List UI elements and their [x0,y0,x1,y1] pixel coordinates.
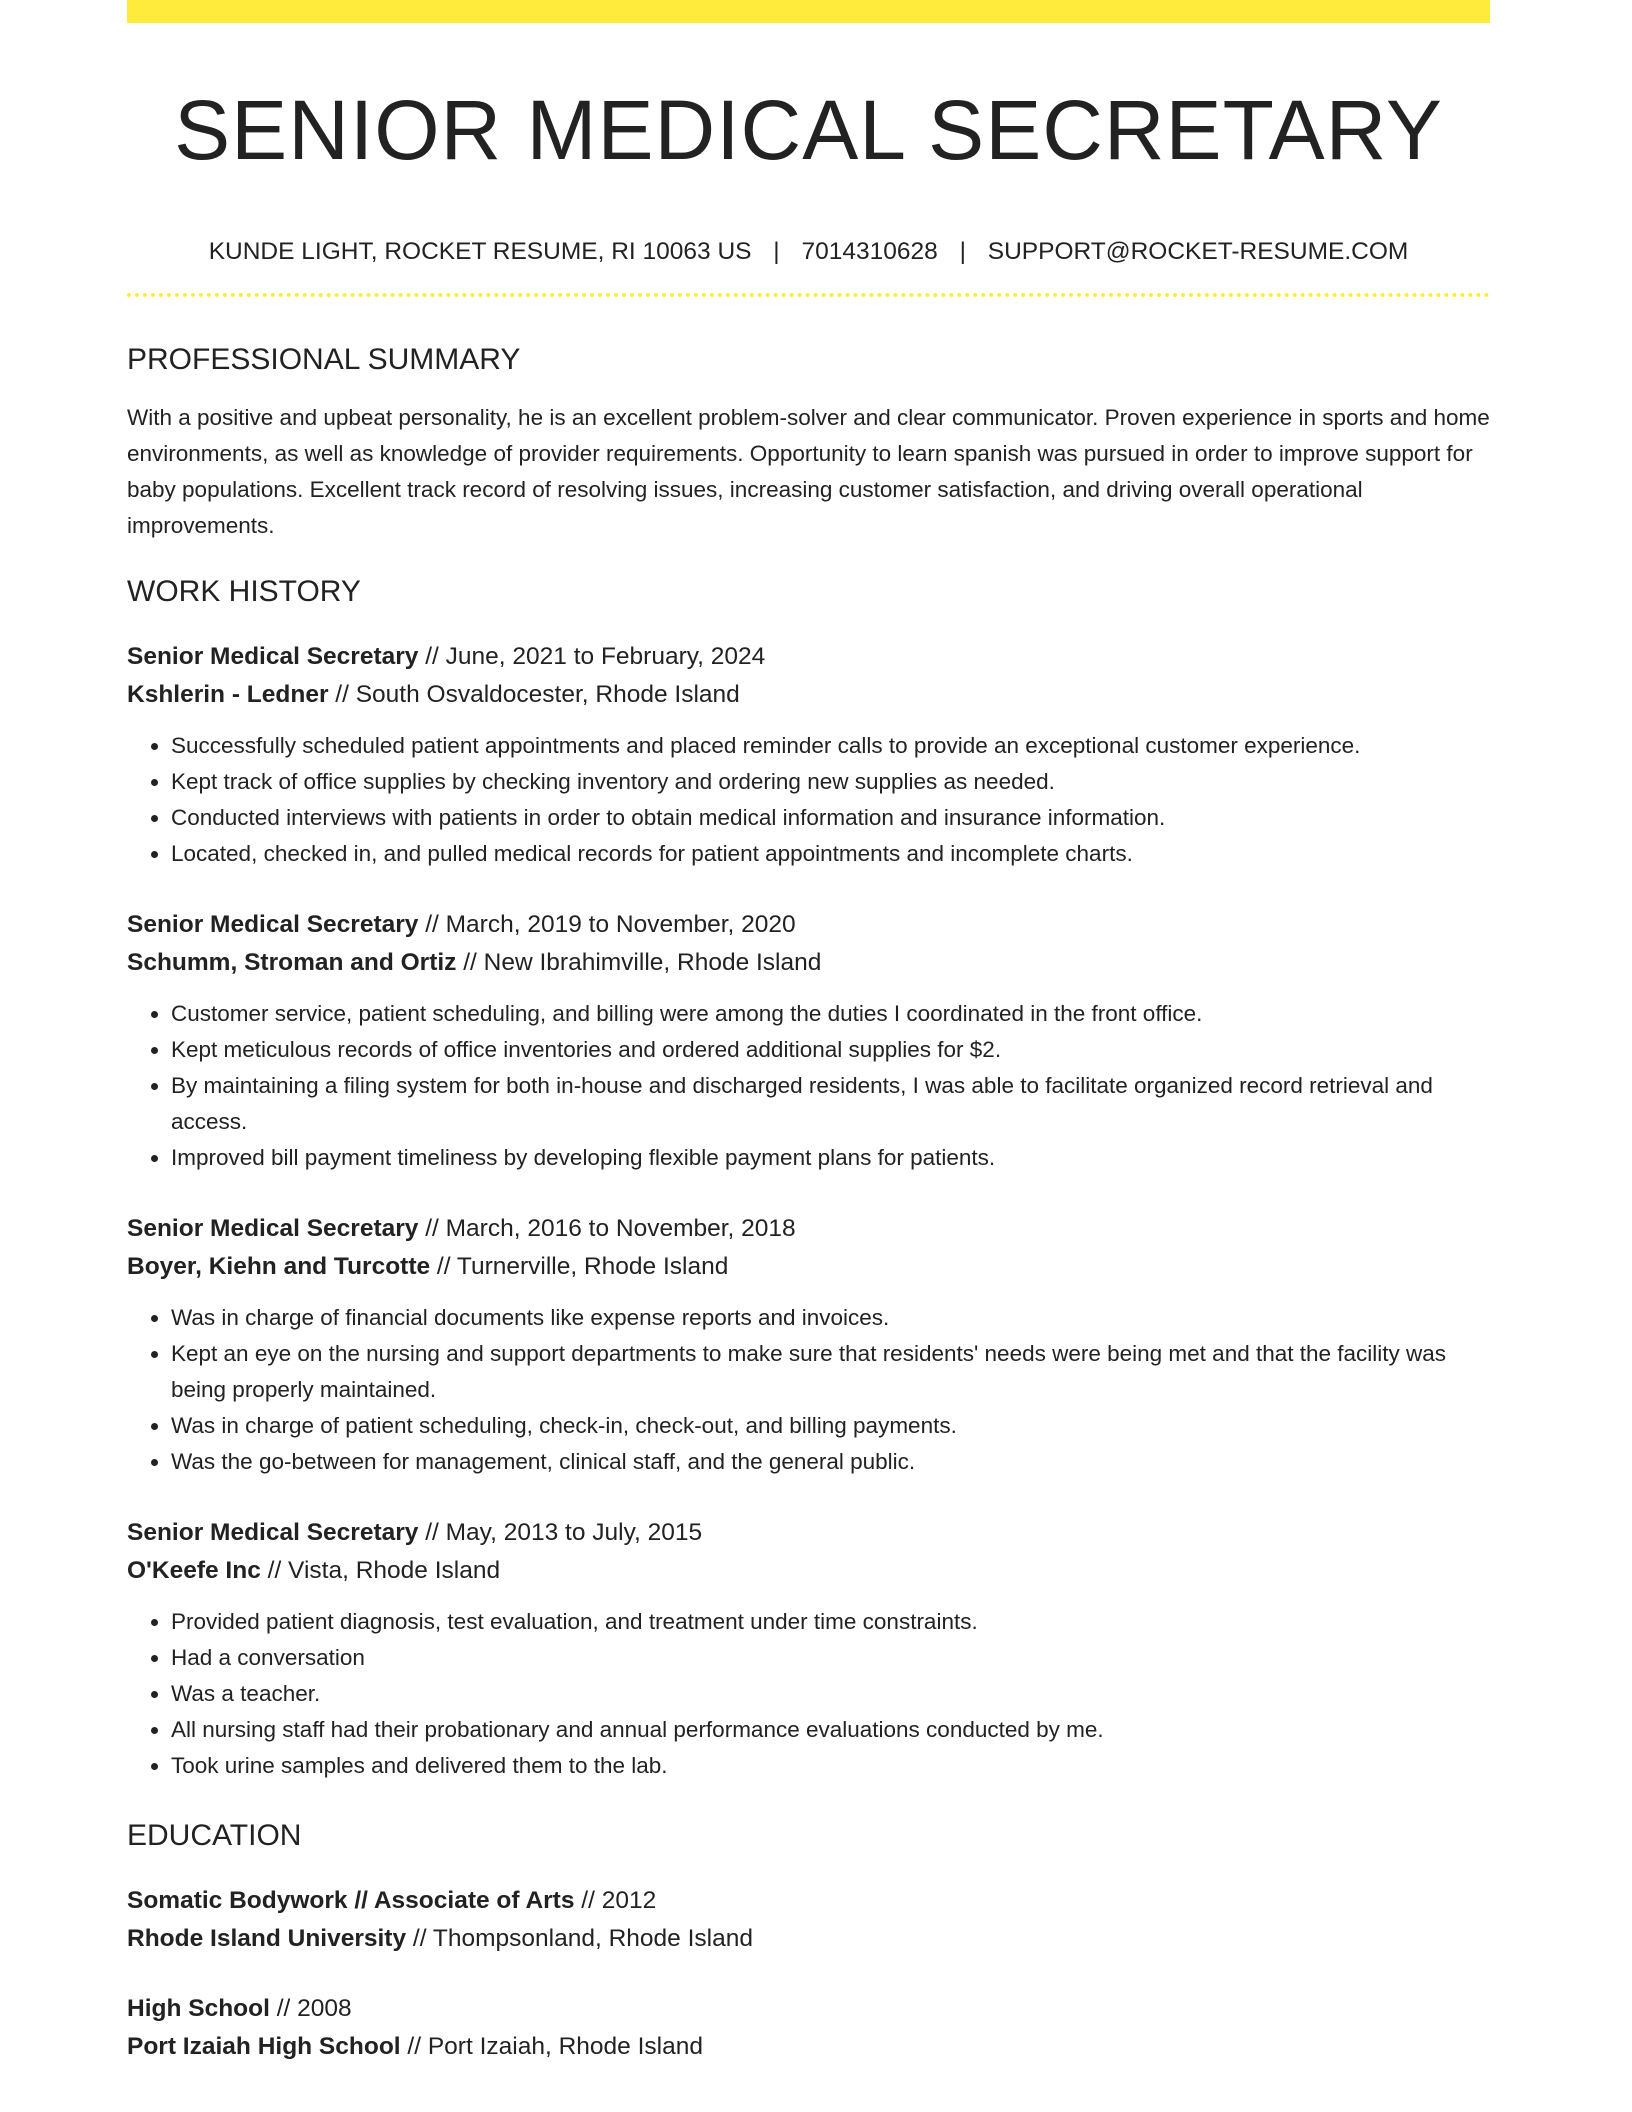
job-bullet: • Took urine samples and delivered them to the lab. [171,1748,1490,1784]
job-location: // Vista, Rhode Island [260,1557,501,1584]
job-bullet: • Kept meticulous records of office inventories and ordered additional supplies for $2. [171,1032,1490,1068]
job-company-line [127,1248,1490,1286]
job-bullet: • Was a teacher. [171,1676,1490,1712]
job-bullet: • Customer service, patient scheduling, and billing were among the duties I coordinated in the front office. [171,996,1490,1032]
job-bullet: • Improved bill payment timeliness by developing flexible payment plans for patients. [171,1140,1490,1176]
job-bullets [127,1300,1490,1480]
job-company: Schumm, Stroman and Ortiz [127,949,457,976]
contact-separator: | [773,238,780,265]
education-school-line [127,1920,1490,1958]
job-role: Senior Medical Secretary [127,911,419,938]
accent-top-bar [127,0,1490,23]
job-bullets [127,996,1490,1176]
job-role: Senior Medical Secretary [127,643,419,670]
education-degree-line [127,1990,1490,2028]
job-company-line [127,676,1490,714]
work-history-heading: WORK HISTORY [127,575,361,608]
job-location: // South Osvaldocester, Rhode Island [328,681,740,708]
education-entry [127,1882,1490,1958]
education-heading: EDUCATION [127,1819,302,1852]
job-entry [127,638,1490,872]
education-school: Port Izaiah High School [127,2033,401,2060]
job-company: O'Keefe Inc [127,1557,261,1584]
education-location: // Port Izaiah, Rhode Island [400,2033,703,2060]
job-bullet: • By maintaining a filing system for both in-house and discharged residents, I was able to facilitate organized record retrieval and access. [171,1068,1490,1140]
job-role: Senior Medical Secretary [127,1519,419,1546]
job-bullet: • Conducted interviews with patients in order to obtain medical information and insurance information. [171,800,1490,836]
contact-address: KUNDE LIGHT, ROCKET RESUME, RI 10063 US [208,238,752,265]
education-school-line [127,2028,1490,2066]
job-dates: // June, 2021 to February, 2024 [418,643,766,670]
contact-line [127,237,1490,267]
education-degree: Somatic Bodywork // Associate of Arts [127,1887,575,1914]
job-title-line [127,1514,1490,1552]
job-company-line [127,944,1490,982]
job-company: Kshlerin - Ledner [127,681,329,708]
education-degree-line [127,1882,1490,1920]
job-role: Senior Medical Secretary [127,1215,419,1242]
job-dates: // March, 2016 to November, 2018 [418,1215,796,1242]
job-title-line [127,638,1490,676]
job-bullet: • Provided patient diagnosis, test evaluation, and treatment under time constraints. [171,1604,1490,1640]
job-company: Boyer, Kiehn and Turcotte [127,1253,431,1280]
job-title-line [127,906,1490,944]
resume-content [127,0,1490,2066]
job-bullet: • Located, checked in, and pulled medical records for patient appointments and incomplete charts. [171,836,1490,872]
resume-name: SENIOR MEDICAL SECRETARY [174,83,1443,177]
job-dates: // May, 2013 to July, 2015 [418,1519,703,1546]
education-degree: High School [127,1995,270,2022]
summary-text: With a positive and upbeat personality, he is an excellent problem-solver and clear communicator. Proven experience in sports and home environments, as well as knowledge of provider requirements. Opportunity to learn spanish was pursued in order to improve support for baby populations. Excellent track record of resolving issues, increasing customer satisfaction, and driving overall operational improvements. [127,405,1490,538]
job-bullets [127,1604,1490,1784]
job-title-line [127,1210,1490,1248]
job-bullet: • Successfully scheduled patient appointments and placed reminder calls to provide an exceptional customer experience. [171,728,1490,764]
education-entry [127,1990,1490,2066]
job-bullet: • Was in charge of financial documents like expense reports and invoices. [171,1300,1490,1336]
job-bullet: • Was in charge of patient scheduling, check-in, check-out, and billing payments. [171,1408,1490,1444]
job-bullet: • Was the go-between for management, clinical staff, and the general public. [171,1444,1490,1480]
job-company-line [127,1552,1490,1590]
job-dates: // March, 2019 to November, 2020 [418,911,796,938]
job-bullets [127,728,1490,872]
job-bullet: • All nursing staff had their probationary and annual performance evaluations conducted by me. [171,1712,1490,1748]
job-bullet: • Kept track of office supplies by checking inventory and ordering new supplies as needed. [171,764,1490,800]
job-bullet: • Kept an eye on the nursing and support departments to make sure that residents' needs were being met and that the facility was being properly maintained. [171,1336,1490,1408]
education-school: Rhode Island University [127,1925,407,1952]
job-entry [127,1210,1490,1480]
contact-email: SUPPORT@ROCKET-RESUME.COM [987,238,1409,265]
job-location: // Turnerville, Rhode Island [430,1253,729,1280]
summary-heading: PROFESSIONAL SUMMARY [127,343,521,376]
contact-phone: 7014310628 [801,238,938,265]
education-location: // Thompsonland, Rhode Island [406,1925,753,1952]
job-entry [127,906,1490,1176]
job-entry [127,1514,1490,1784]
education-year: // 2012 [574,1887,657,1914]
job-bullet: • Had a conversation [171,1640,1490,1676]
dotted-divider [127,293,1490,297]
job-location: // New Ibrahimville, Rhode Island [456,949,822,976]
contact-separator: | [959,238,966,265]
education-year: // 2008 [269,1995,352,2022]
